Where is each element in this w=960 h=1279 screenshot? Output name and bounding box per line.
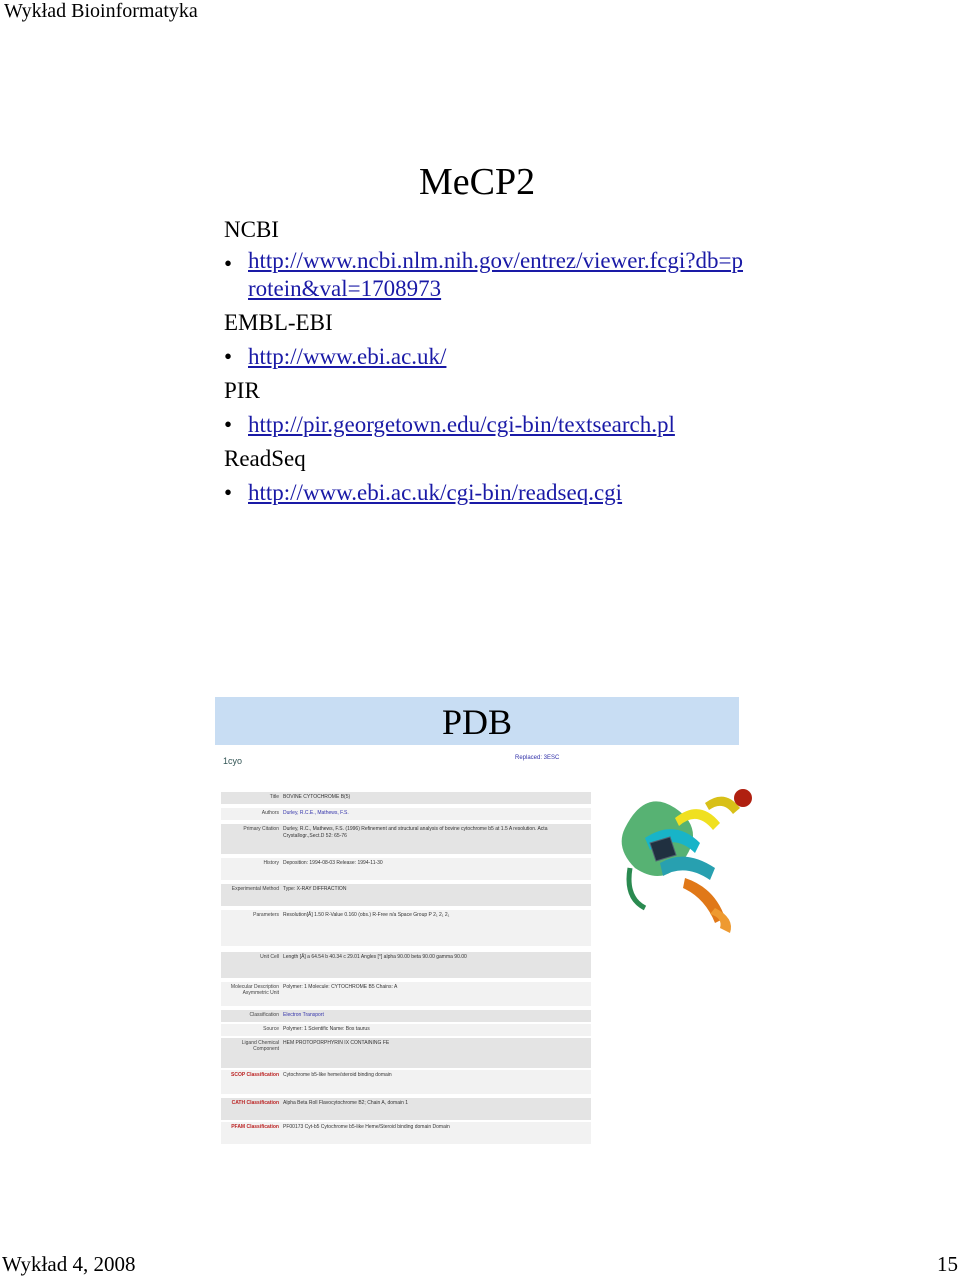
pdb-label: Authors [261, 810, 279, 816]
pdb-label: SCOP Classification [231, 1072, 279, 1078]
pir-link[interactable]: http://pir.georgetown.edu/cgi-bin/textsearch.pl [248, 412, 675, 437]
pdb-value: Polymer: 1 Scientific Name: Bos taurus [283, 1026, 370, 1032]
pdb-value: Length [Å] a 64.54 b 40.34 c 29.01 Angles [°] alpha 90.00 beta 90.00 gamma 90.00 [283, 954, 467, 960]
pdb-value: BOVINE CYTOCHROME B(5) [283, 794, 351, 800]
bullet-icon: • [224, 412, 233, 437]
pdb-row-authors [221, 808, 591, 820]
pdb-value: HEM PROTOPORPHYRIN IX CONTAINING FE [283, 1040, 390, 1046]
pdb-value[interactable]: Electron Transport [283, 1012, 324, 1018]
pdb-row-classification [221, 1010, 591, 1022]
pdb-row-unit-cell [221, 952, 591, 978]
bullet-pir [224, 408, 748, 442]
pdb-row-history [221, 858, 591, 880]
pdb-row-source [221, 1024, 591, 1036]
pdb-label: CATH Classification [231, 1100, 279, 1106]
pdb-screenshot [215, 748, 755, 1148]
section-label-ncbi: NCBI [224, 217, 279, 242]
pdb-label: Classification [249, 1012, 279, 1018]
pdb-value: Cytochrome b5-like heme/steroid binding domain [283, 1072, 392, 1078]
pdb-row-pfam [221, 1122, 591, 1144]
pdb-row-title [221, 792, 591, 804]
pdb-label: Primary Citation [243, 826, 279, 832]
pdb-value: Durley, R.C., Mathews, F.S. (1996) Refinement and structural analysis of bovine cytochrome b5 at 1.5 A resolution. Acta Crystallogr.,Sect.D 52: 65-76 [283, 826, 548, 839]
pdb-row-citation [221, 824, 591, 854]
pdb-replaced [515, 754, 559, 762]
pdb-row-method [221, 884, 591, 906]
pdb-label: Parameters [253, 912, 279, 918]
pdb-entry-id: 1cyo [223, 756, 243, 766]
bullet-icon: • [224, 480, 233, 505]
pdb-row-cath [221, 1098, 591, 1120]
bullet-embl [224, 340, 748, 374]
footer-left: Wykład 4, 2008 [2, 1252, 136, 1276]
pdb-label: Molecular Description Asymmetric Unit [230, 984, 279, 996]
bullet-icon: • [224, 344, 233, 369]
pdb-row-ligand [221, 1038, 591, 1068]
pdb-replaced-text: Replaced: 3ESC [515, 755, 560, 761]
pdb-banner: PDB [215, 697, 739, 745]
protein-structure-image [605, 768, 755, 948]
pdb-label: History [263, 860, 279, 866]
pdb-row-scop [221, 1070, 591, 1094]
pdb-value: Type: X-RAY DIFFRACTION [283, 886, 347, 892]
pdb-row-molecular [221, 982, 591, 1006]
section-label-readseq: ReadSeq [224, 446, 306, 471]
pdb-value: PF00173 Cyt-b5 Cytochrome b5-like Heme/Steroid binding domain Domain [283, 1124, 450, 1130]
section-label-embl: EMBL-EBI [224, 310, 333, 335]
pdb-value[interactable]: Durley, R.C.E., Mathews, F.S. [283, 810, 349, 816]
pdb-value: Alpha Beta Roll Flavocytochrome B2; Chain A, domain 1 [283, 1100, 409, 1106]
link-list [224, 213, 748, 510]
pdb-label: PFAM Classification [231, 1124, 279, 1130]
bullet-ncbi [224, 247, 748, 306]
pdb-row-params [221, 910, 591, 946]
slide-title: MeCP2 [419, 161, 536, 203]
ncbi-link[interactable]: http://www.ncbi.nlm.nih.gov/entrez/viewer.fcgi?db=protein&val=1708973 [248, 248, 744, 301]
embl-link[interactable]: http://www.ebi.ac.uk/ [248, 344, 447, 369]
pdb-label: Ligand Chemical Component [241, 1040, 279, 1052]
pdb-label: Source [263, 1026, 279, 1032]
page-number: 15 [937, 1252, 958, 1276]
section-label-pir: PIR [224, 378, 260, 403]
pdb-label: Experimental Method [231, 886, 279, 892]
pdb-label: Unit Cell [260, 954, 279, 960]
bullet-icon: • [224, 251, 233, 276]
pdb-value: Resolution[Å] 1.50 R-Value 0.160 (obs.) R-Free n/a Space Group P 2₁ 2₁ 2₁ [283, 912, 450, 918]
bullet-readseq [224, 476, 748, 510]
pdb-label: Title [269, 794, 279, 800]
pdb-value: Deposition: 1994-08-03 Release: 1994-11-30 [283, 860, 383, 866]
pdb-value: Polymer: 1 Molecule: CYTOCHROME B5 Chains: A [283, 984, 398, 990]
course-header: Wykład Bioinformatyka [4, 0, 198, 22]
readseq-link[interactable]: http://www.ebi.ac.uk/cgi-bin/readseq.cgi [248, 480, 623, 505]
